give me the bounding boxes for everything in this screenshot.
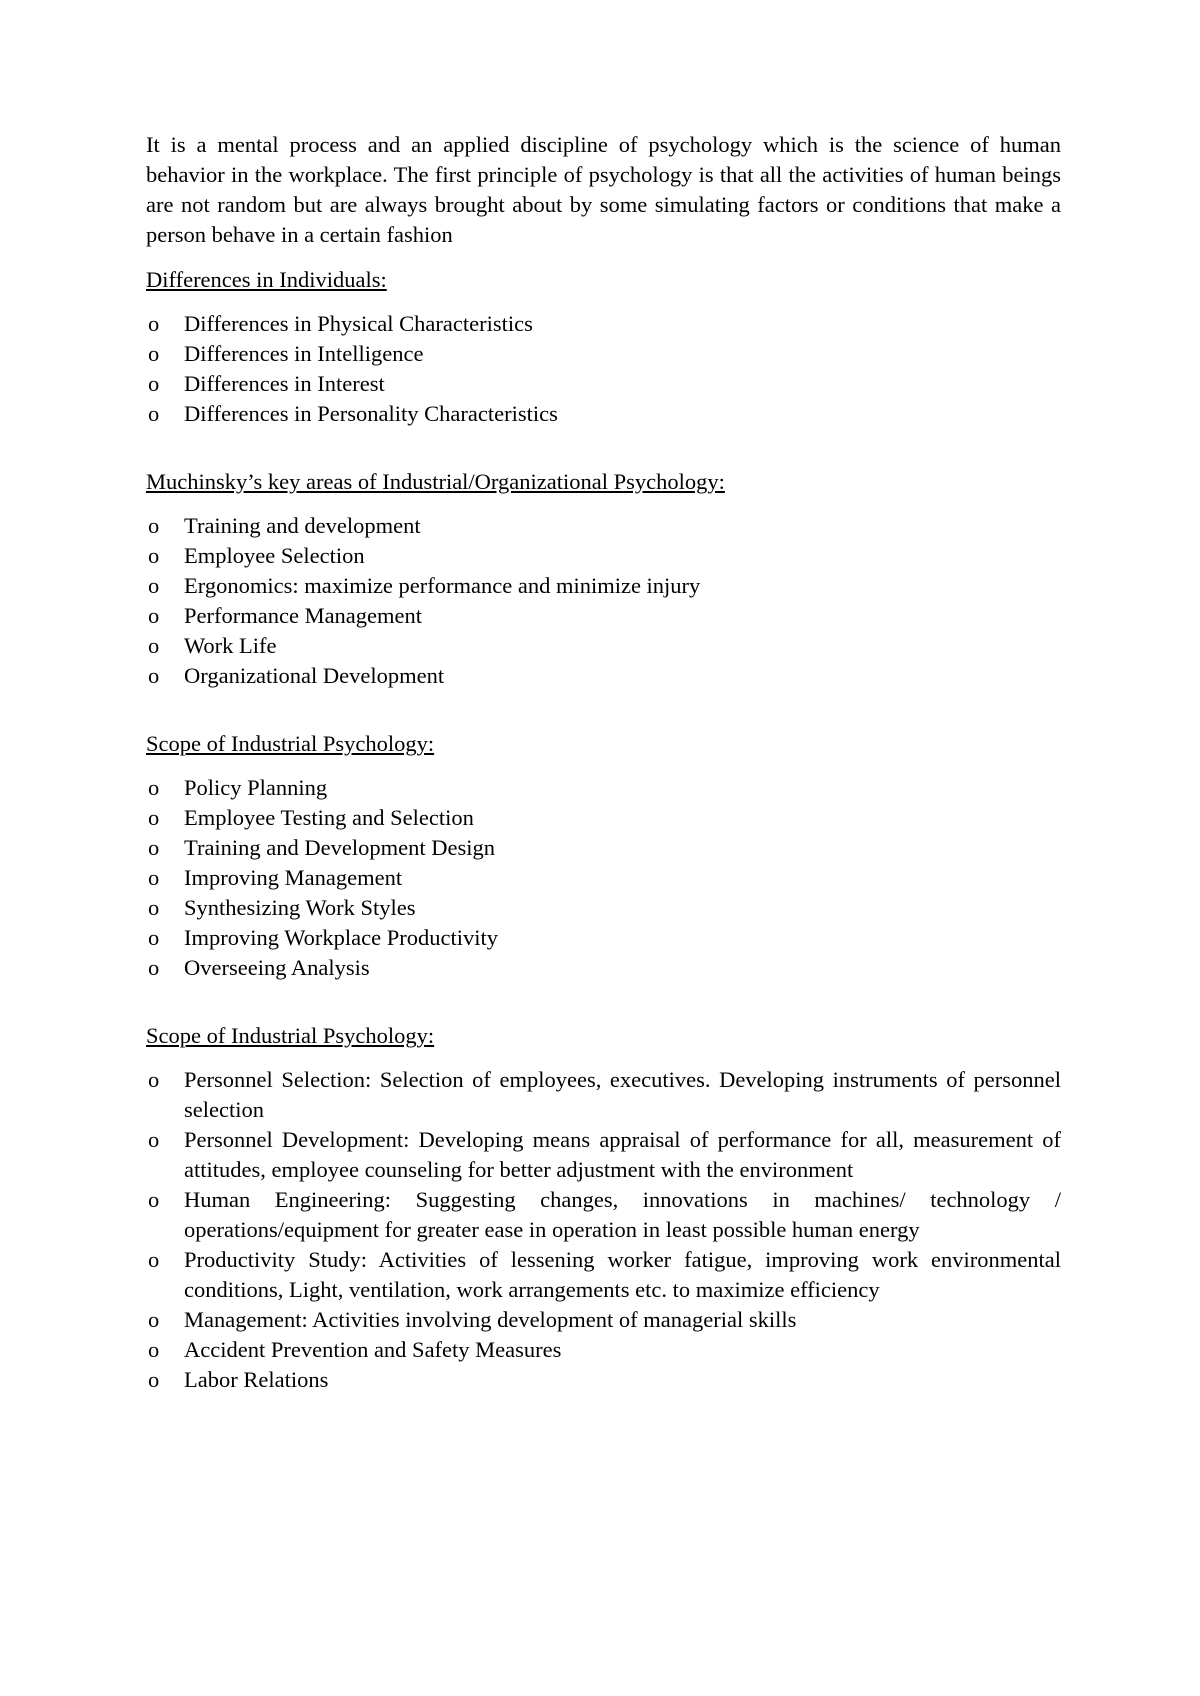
- list-item-text: Labor Relations: [184, 1367, 329, 1392]
- bullet-icon: o: [148, 1127, 160, 1152]
- bullet-icon: o: [148, 401, 160, 426]
- list-item: [146, 541, 1061, 571]
- list-item-text: Training and Development Design: [184, 835, 496, 860]
- list-item: [146, 631, 1061, 661]
- list-item: [146, 893, 1061, 923]
- list-item: [146, 803, 1061, 833]
- bullet-icon: o: [148, 805, 160, 830]
- list-item: [146, 1065, 1061, 1125]
- list-item: [146, 511, 1061, 541]
- bullet-icon: o: [148, 311, 160, 336]
- list-item-text: Employee Selection: [184, 543, 365, 568]
- section-heading: Muchinsky’s key areas of Industrial/Organizational Psychology:: [146, 469, 725, 494]
- list-item: [146, 601, 1061, 631]
- bullet-list: [146, 1065, 1061, 1395]
- list-item-text: Personnel Development: Developing means appraisal of performance for all, measurement of attitudes, employee counseling for better adjustment with the environment: [184, 1127, 1061, 1182]
- list-item-text: Accident Prevention and Safety Measures: [184, 1337, 562, 1362]
- list-item-text: Management: Activities involving development of managerial skills: [184, 1307, 797, 1332]
- list-item-text: Improving Workplace Productivity: [184, 925, 498, 950]
- bullet-icon: o: [148, 1307, 160, 1332]
- bullet-icon: o: [148, 1067, 160, 1092]
- list-item-text: Employee Testing and Selection: [184, 805, 474, 830]
- bullet-icon: o: [148, 775, 160, 800]
- list-item: [146, 339, 1061, 369]
- list-item: [146, 953, 1061, 983]
- bullet-icon: o: [148, 835, 160, 860]
- list-item-text: Overseeing Analysis: [184, 955, 370, 980]
- list-item: [146, 1185, 1061, 1245]
- list-item: [146, 399, 1061, 429]
- list-item: [146, 571, 1061, 601]
- bullet-icon: o: [148, 1247, 160, 1272]
- bullet-icon: o: [148, 371, 160, 396]
- section-spacer: [146, 691, 1061, 729]
- list-item-text: Improving Management: [184, 865, 403, 890]
- list-item-text: Differences in Interest: [184, 371, 385, 396]
- list-item-text: Personnel Selection: Selection of employees, executives. Developing instruments of personnel selection: [184, 1067, 1061, 1122]
- list-item: [146, 1125, 1061, 1185]
- bullet-icon: o: [148, 543, 160, 568]
- list-item-text: Synthesizing Work Styles: [184, 895, 416, 920]
- list-item-text: Productivity Study: Activities of lessening worker fatigue, improving work environmental conditions, Light, ventilation, work arrangements etc. to maximize efficiency: [184, 1247, 1061, 1302]
- bullet-icon: o: [148, 573, 160, 598]
- bullet-icon: o: [148, 603, 160, 628]
- list-item: [146, 1245, 1061, 1305]
- section-heading: Differences in Individuals:: [146, 267, 387, 292]
- list-item-text: Human Engineering: Suggesting changes, innovations in machines/ technology / operations/equipment for greater ease in operation in least possible human energy: [184, 1187, 1061, 1242]
- list-item-text: Ergonomics: maximize performance and minimize injury: [184, 573, 701, 598]
- bullet-icon: o: [148, 341, 160, 366]
- section-spacer: [146, 429, 1061, 467]
- bullet-icon: o: [148, 513, 160, 538]
- bullet-list: [146, 309, 1061, 429]
- list-item-text: Differences in Personality Characteristics: [184, 401, 558, 426]
- list-item: [146, 1365, 1061, 1395]
- list-item-text: Policy Planning: [184, 775, 328, 800]
- bullet-icon: o: [148, 955, 160, 980]
- section-heading: Scope of Industrial Psychology:: [146, 731, 435, 756]
- bullet-icon: o: [148, 865, 160, 890]
- bullet-list: [146, 511, 1061, 691]
- list-item-text: Training and development: [184, 513, 421, 538]
- list-item-text: Differences in Physical Characteristics: [184, 311, 533, 336]
- bullet-icon: o: [148, 1187, 160, 1212]
- section-spacer: [146, 983, 1061, 1021]
- list-item: [146, 923, 1061, 953]
- list-item: [146, 661, 1061, 691]
- bullet-icon: o: [148, 895, 160, 920]
- list-item-text: Work Life: [184, 633, 277, 658]
- bullet-icon: o: [148, 663, 160, 688]
- list-item-text: Performance Management: [184, 603, 423, 628]
- sections-container: [146, 265, 1061, 1395]
- list-item: [146, 773, 1061, 803]
- bullet-icon: o: [148, 1337, 160, 1362]
- bullet-icon: o: [148, 633, 160, 658]
- document-page: [146, 130, 1061, 1395]
- bullet-icon: o: [148, 1367, 160, 1392]
- section-heading: Scope of Industrial Psychology:: [146, 1023, 435, 1048]
- list-item: [146, 833, 1061, 863]
- list-item: [146, 369, 1061, 399]
- list-item: [146, 309, 1061, 339]
- list-item: [146, 863, 1061, 893]
- list-item: [146, 1305, 1061, 1335]
- list-item-text: Organizational Development: [184, 663, 445, 688]
- list-item: [146, 1335, 1061, 1365]
- bullet-icon: o: [148, 925, 160, 950]
- list-item-text: Differences in Intelligence: [184, 341, 424, 366]
- intro-paragraph: It is a mental process and an applied discipline of psychology which is the science of human behavior in the workplace. The first principle of psychology is that all the activities of human beings are not random but are always brought about by some simulating factors or conditions that make a person behave in a certain fashion: [146, 132, 1061, 247]
- bullet-list: [146, 773, 1061, 983]
